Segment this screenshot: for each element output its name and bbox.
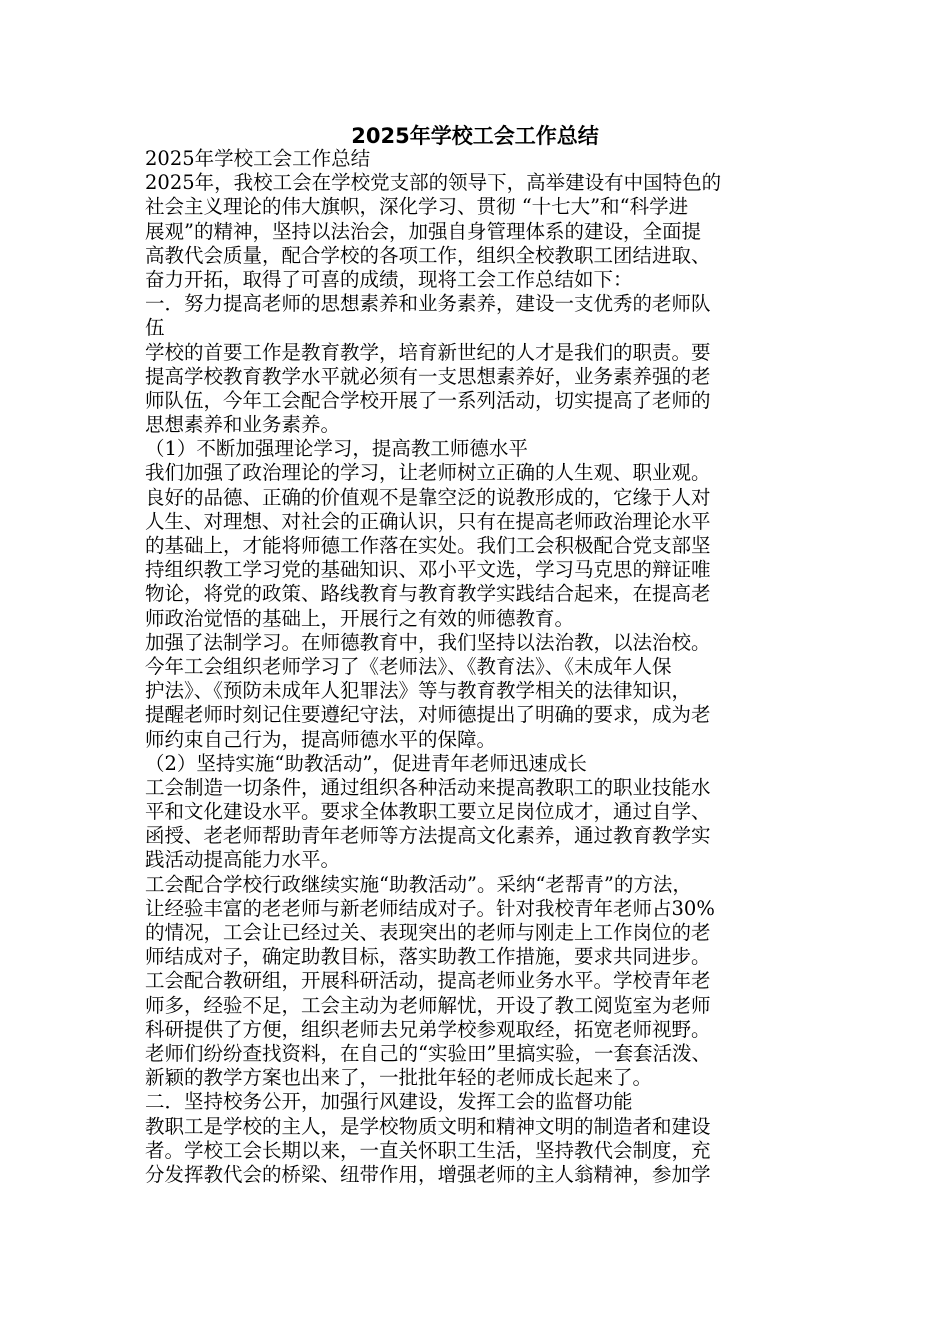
body-line: 伍 [145, 316, 165, 340]
body-line: 分发挥教代会的桥梁、纽带作用，增强老师的主人翁精神，参加学 [145, 1162, 711, 1186]
body-line: 2025年，我校工会在学校党支部的领导下，高举建设有中国特色的 [145, 171, 722, 195]
body-line: 二．坚持校务公开，加强行风建设，发挥工会的监督功能 [145, 1090, 633, 1114]
body-line: 工会配合学校行政继续实施“助教活动”。采纳“老帮青”的方法， [145, 872, 692, 896]
body-line: 人生、对理想、对社会的正确认识，只有在提高老师政治理论水平 [145, 509, 711, 533]
body-line: 高教代会质量，配合学校的各项工作，组织全校教职工团结进取、 [145, 243, 711, 267]
body-line: 新颖的教学方案也出来了，一批批年轻的老师成长起来了。 [145, 1066, 653, 1090]
document-title: 2025年学校工会工作总结 [351, 124, 599, 148]
body-line: 师队伍，今年工会配合学校开展了一系列活动，切实提高了老师的 [145, 388, 711, 412]
body-line: 师多，经验不足，工会主动为老师解忧，开设了教工阅览室为老师 [145, 993, 711, 1017]
body-line: 我们加强了政治理论的学习，让老师树立正确的人生观、职业观。 [145, 461, 711, 485]
body-line: 提高学校教育教学水平就必须有一支思想素养好，业务素养强的老 [145, 364, 711, 388]
body-line: 的情况，工会让已经过关、表现突出的老师与刚走上工作岗位的老 [145, 921, 711, 944]
body-line: 平和文化建设水平。要求全体教职工要立足岗位成才，通过自学、 [145, 800, 711, 824]
document-body [145, 147, 810, 1187]
body-line: 奋力开拓，取得了可喜的成绩，现将工会工作总结如下： [145, 267, 633, 291]
body-line: 物论，将党的政策、路线教育与教育教学实践结合起来，在提高老 [145, 582, 711, 606]
body-line: 提醒老师时刻记住要遵纪守法，对师德提出了明确的要求，成为老 [145, 703, 711, 727]
body-line: 展观”的精神，坚持以法治会，加强自身管理体系的建设，全面提 [145, 219, 701, 243]
body-line: 2025年学校工会工作总结 [145, 147, 371, 170]
body-line: 函授、老老师帮助青年老师等方法提高文化素养，通过教育教学实 [145, 824, 711, 848]
body-line: 护法》、《预防未成年人犯罪法》等与教育教学相关的法律知识， [145, 679, 692, 703]
body-line: 践活动提高能力水平。 [145, 848, 341, 872]
body-line: 思想素养和业务素养。 [145, 413, 341, 437]
body-line: 者。学校工会长期以来，一直关怀职工生活，坚持教代会制度，充 [145, 1138, 711, 1162]
body-line: 社会主义理论的伟大旗帜，深化学习、贯彻 “十七大”和“科学进 [145, 195, 689, 219]
body-line: （2）坚持实施“助教活动”，促进青年老师迅速成长 [145, 751, 587, 775]
body-line: 让经验丰富的老老师与新老师结成对子。针对我校青年老师占30% [145, 896, 715, 920]
body-line: 老师们纷纷查找资料，在自己的“实验田”里搞实验，一套套活泼、 [145, 1041, 711, 1065]
body-line: 教职工是学校的主人，是学校物质文明和精神文明的制造者和建设 [145, 1114, 711, 1138]
body-line: （1）不断加强理论学习，提高教工师德水平 [145, 437, 528, 461]
body-line: 良好的品德、正确的价值观不是靠空泛的说教形成的，它缘于人对 [145, 485, 711, 509]
body-line: 工会制造一切条件，通过组织各种活动来提高教职工的职业技能水 [145, 775, 711, 799]
body-line: 的基础上，才能将师德工作落在实处。我们工会积极配合党支部坚 [145, 534, 711, 557]
body-line: 师结成对子，确定助教目标，落实助教工作措施，要求共同进步。 [145, 945, 711, 969]
body-line: 师约束自己行为，提高师德水平的保障。 [145, 727, 497, 751]
body-line: 师政治觉悟的基础上，开展行之有效的师德教育。 [145, 606, 575, 630]
body-line: 科研提供了方便，组织老师去兄弟学校参观取经，拓宽老师视野。 [145, 1017, 711, 1041]
body-line: 学校的首要工作是教育教学，培育新世纪的人才是我们的职责。要 [145, 340, 711, 364]
body-line: 今年工会组织老师学习了《老师法》、《教育法》、《未成年人保 [145, 654, 672, 678]
body-line: 工会配合教研组，开展科研活动，提高老师业务水平。学校青年老 [145, 969, 711, 993]
body-line: 一．努力提高老师的思想素养和业务素养，建设一支优秀的老师队 [145, 292, 711, 316]
body-line: 加强了法制学习。在师德教育中，我们坚持以法治教，以法治校。 [145, 630, 711, 654]
body-line: 持组织教工学习党的基础知识、邓小平文选，学习马克思的辩证唯 [145, 558, 711, 582]
